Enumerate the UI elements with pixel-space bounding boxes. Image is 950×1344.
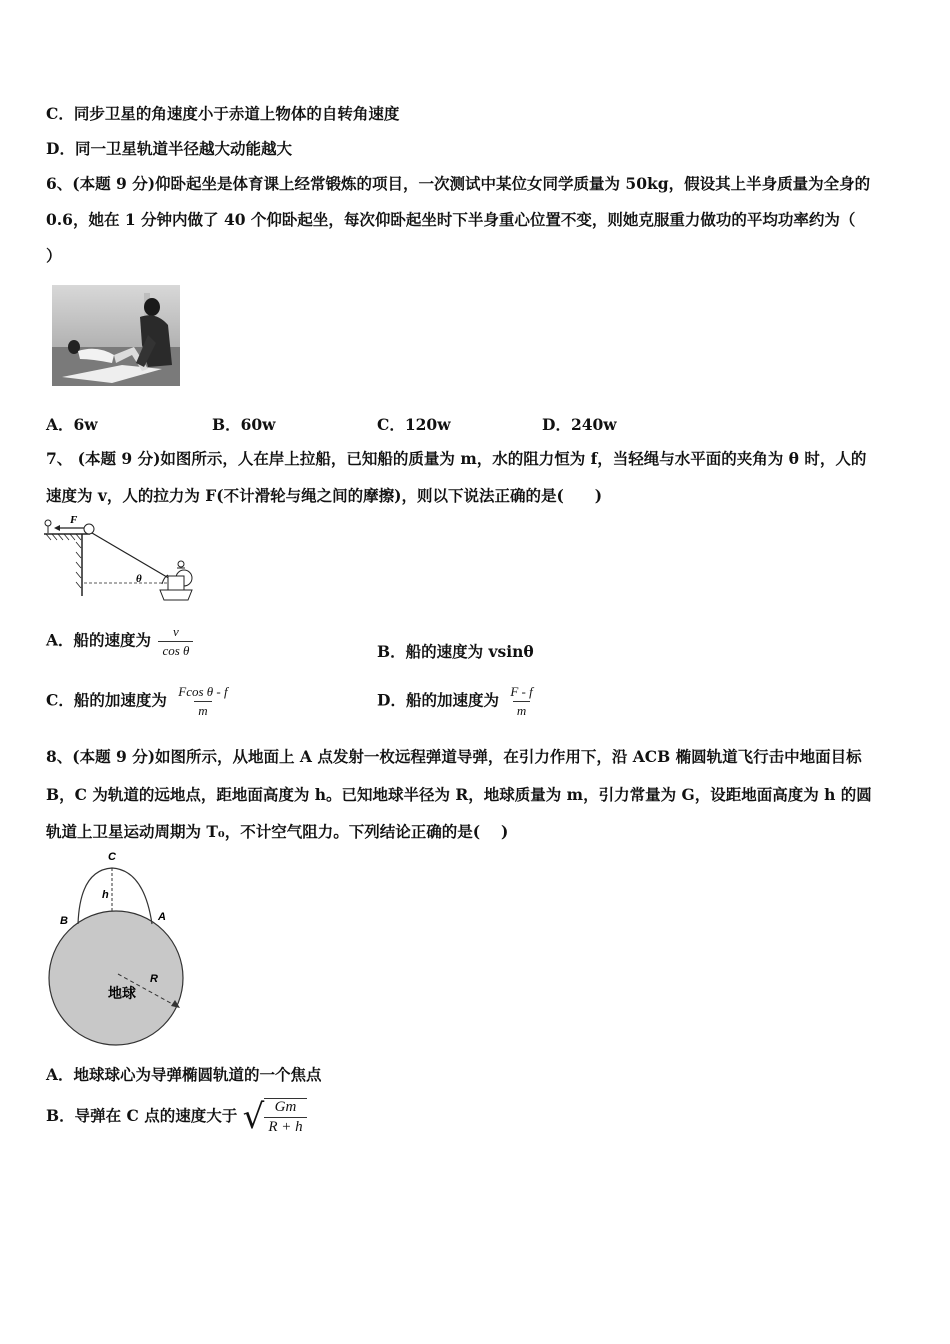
fraction-v-over-cos: $\frac{v}{\text{cos θ}}$: [158, 624, 193, 659]
q8-text-line1: 8、(本题 9 分)如图所示，从地面上 A 点发射一枚远程弹道导弹，在引力作用下，沿 ACB 椭圆轨道飞行击中地面目标: [46, 747, 862, 766]
radius-r-label: R: [150, 973, 158, 985]
fraction-f-minus-f-over-m: $\frac{F - f}{m}$: [510, 684, 533, 718]
q6-option-b: B．60w: [212, 415, 276, 434]
situp-photo: [52, 285, 180, 386]
point-b-label: B: [60, 915, 68, 927]
earth-label: 地球: [108, 986, 136, 1002]
theta-label: θ: [136, 573, 142, 585]
q7-option-b: B．船的速度为 vsinθ: [377, 642, 534, 661]
q7-text-line2: 速度为 v，人的拉力为 F(不计滑轮与绳之间的摩擦)，则以下说法正确的是( ): [46, 486, 603, 505]
q6-option-d: D．240w: [542, 415, 617, 434]
height-h-label: h: [102, 889, 109, 901]
q6-option-a: A．6w: [46, 415, 98, 434]
q6-text-line3: ）: [46, 246, 62, 265]
q6-text-line1: 6、(本题 9 分)仰卧起坐是体育课上经常锻炼的项目，一次测试中某位女同学质量为 50kg，假设其上半身质量为全身的: [46, 174, 871, 193]
q7-option-a: A．船的速度为 $\frac{v}{\text{cos θ}}$: [46, 624, 193, 659]
q8-option-a: A．地球球心为导弹椭圆轨道的一个焦点: [46, 1065, 322, 1084]
fraction-gm-over-r-plus-h: $\frac{Gm}{R + h}$: [264, 1098, 306, 1136]
q7-option-c: C．船的加速度为 $\frac{\text{Fcos θ - f}}{m}$: [46, 684, 232, 719]
fraction-fcos-minus-f-over-m: $\frac{\text{Fcos θ - f}}{m}$: [178, 684, 228, 718]
q7-text-line1: 7、 (本题 9 分)如图所示，人在岸上拉船，已知船的质量为 m，水的阻力恒为 f，当轻绳与水平面的夹角为 θ 时，人的: [46, 449, 867, 468]
boat-pulley-diagram: [44, 512, 194, 602]
sqrt-expression: [243, 1098, 307, 1136]
earth-missile-diagram: [40, 848, 190, 1050]
q8-text-line2: B，C 为轨道的远地点，距地面高度为 h。已知地球半径为 R，地球质量为 m，引力常量为 G，设距地面高度为 h 的圆: [46, 785, 872, 804]
q6-text-line2: 0.6，她在 1 分钟内做了 40 个仰卧起坐，每次仰卧起坐时下半身重心位置不变，则她克服重力做功的平均功率约为（: [46, 210, 856, 229]
point-a-label: A: [158, 911, 166, 923]
q7-option-d: D．船的加速度为 $\frac{F - f}{m}$: [377, 684, 537, 719]
sqrt-sign: √: [242, 1097, 265, 1137]
q6-option-c: C．120w: [377, 415, 451, 434]
q8-text-line3: 轨道上卫星运动周期为 T₀，不计空气阻力。下列结论正确的是( ): [46, 822, 509, 841]
q5-option-d: D．同一卫星轨道半径越大动能越大: [46, 139, 292, 158]
q5-option-c: C．同步卫星的角速度小于赤道上物体的自转角速度: [46, 104, 400, 123]
q8-option-b: B．导弹在 C 点的速度大于 √ $\frac{Gm}{R + h}$: [46, 1098, 307, 1136]
point-c-label: C: [108, 851, 116, 863]
force-label: F: [70, 514, 78, 526]
